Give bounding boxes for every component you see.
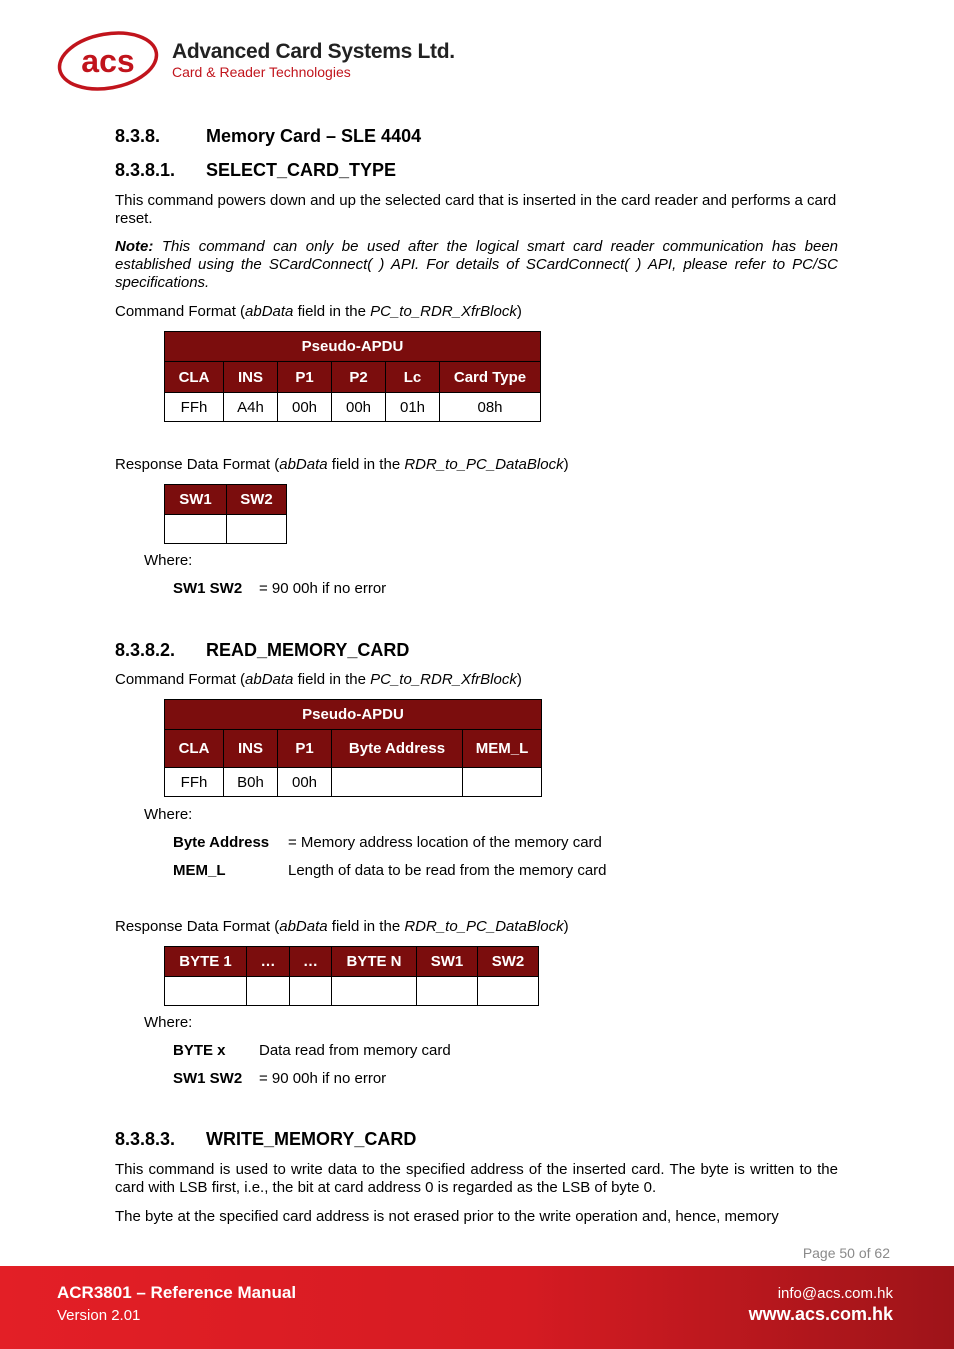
section-heading-8-3-8 bbox=[115, 126, 421, 147]
section-heading-write-memory-card bbox=[115, 1129, 416, 1150]
section-title: SELECT_CARD_TYPE bbox=[206, 160, 397, 180]
table-cell bbox=[332, 768, 463, 797]
table-cell: 00h bbox=[332, 393, 386, 422]
table-cell: FFh bbox=[165, 768, 224, 797]
definition-sw1-sw2 bbox=[173, 1070, 387, 1087]
column-header: INS bbox=[224, 362, 278, 393]
page-footer bbox=[0, 1266, 954, 1349]
definition-desc: = 90 00h if no error bbox=[259, 1070, 387, 1087]
write-memory-card-paragraph-1: This command is used to write data to the specified address of the inserted card. The byte is written to the card with LSB first, i.e., the bit at card address 0 is regarded as the LSB of byte 0. bbox=[115, 1161, 838, 1196]
definition-term: MEM_L bbox=[173, 862, 226, 879]
definition-mem-l bbox=[173, 862, 607, 879]
section-heading-read-memory-card bbox=[115, 640, 409, 661]
select-card-type-note bbox=[115, 238, 838, 292]
definition-byte-address bbox=[173, 834, 602, 851]
section-heading-select-card-type bbox=[115, 160, 396, 181]
write-memory-card-paragraph-2: The byte at the specified card address is not erased prior to the write operation and, hence, memory bbox=[115, 1208, 779, 1225]
table-cell bbox=[478, 977, 539, 1006]
column-header: CLA bbox=[165, 730, 224, 768]
definition-term: BYTE x bbox=[173, 1042, 226, 1059]
section-title: READ_MEMORY_CARD bbox=[206, 640, 410, 660]
column-header: … bbox=[247, 947, 290, 977]
column-header: SW2 bbox=[227, 485, 287, 515]
website-link[interactable]: www.acs.com.hk bbox=[748, 1304, 893, 1324]
document-title: ACR3801 – Reference Manual bbox=[57, 1283, 297, 1302]
logo-text: acs bbox=[81, 43, 135, 79]
acs-logo-icon bbox=[56, 30, 166, 94]
select-card-type-command-table bbox=[164, 331, 541, 422]
column-header: Lc bbox=[386, 362, 440, 393]
select-card-type-description: This command powers down and up the selected card that is inserted in the card reader and performs a card reset. bbox=[115, 192, 837, 227]
column-header: SW1 bbox=[165, 485, 227, 515]
column-header: CLA bbox=[165, 362, 224, 393]
note-text: This command can only be used after the logical smart card reader communication has been established using the SCardConnect( ) API. For details of SCardConnect( ) API, please refer to PC/SC specifications. bbox=[115, 238, 838, 291]
company-name: Advanced Card Systems Ltd. bbox=[172, 40, 455, 63]
definition-desc: = Memory address location of the memory card bbox=[288, 834, 602, 851]
table-cell: 00h bbox=[278, 768, 332, 797]
section-title: Memory Card – SLE 4404 bbox=[206, 126, 422, 146]
section-title: WRITE_MEMORY_CARD bbox=[206, 1129, 417, 1149]
where-label: Where: bbox=[144, 1014, 193, 1031]
column-header: MEM_L bbox=[463, 730, 542, 768]
column-header: BYTE N bbox=[332, 947, 417, 977]
table-cell bbox=[227, 515, 287, 544]
table-title: Pseudo-APDU bbox=[165, 332, 541, 362]
column-header: INS bbox=[224, 730, 278, 768]
table-cell bbox=[247, 977, 290, 1006]
table-cell bbox=[417, 977, 478, 1006]
column-header: P2 bbox=[332, 362, 386, 393]
table-cell: 00h bbox=[278, 393, 332, 422]
table-cell bbox=[290, 977, 332, 1006]
column-header: BYTE 1 bbox=[165, 947, 247, 977]
table-cell bbox=[165, 515, 227, 544]
document-version: Version 2.01 bbox=[57, 1307, 141, 1324]
definition-desc: Data read from memory card bbox=[259, 1042, 451, 1059]
table-cell bbox=[463, 768, 542, 797]
where-label: Where: bbox=[144, 806, 193, 823]
definition-term: SW1 SW2 bbox=[173, 580, 243, 597]
column-header: Card Type bbox=[440, 362, 541, 393]
page-number: Page 50 of 62 bbox=[802, 1245, 890, 1261]
definition-byte-x bbox=[173, 1042, 451, 1059]
contact-email[interactable]: info@acs.com.hk bbox=[777, 1285, 893, 1302]
company-tagline: Card & Reader Technologies bbox=[172, 64, 351, 80]
column-header: P1 bbox=[278, 730, 332, 768]
section-number: 8.3.8. bbox=[115, 126, 161, 146]
column-header: P1 bbox=[278, 362, 332, 393]
column-header: SW1 bbox=[417, 947, 478, 977]
table-cell: FFh bbox=[165, 393, 224, 422]
definition-term: SW1 SW2 bbox=[173, 1070, 243, 1087]
note-label: Note: bbox=[115, 238, 154, 255]
section-number: 8.3.8.3. bbox=[115, 1129, 176, 1149]
table-cell: 01h bbox=[386, 393, 440, 422]
table-cell: A4h bbox=[224, 393, 278, 422]
where-label: Where: bbox=[144, 552, 193, 569]
section-number: 8.3.8.2. bbox=[115, 640, 176, 660]
definition-desc: = 90 00h if no error bbox=[259, 580, 387, 597]
definition-term: Byte Address bbox=[173, 834, 270, 851]
select-card-type-response-table bbox=[164, 484, 287, 544]
command-format-label: Command Format (abData field in the PC_to_RDR_XfrBlock) bbox=[115, 303, 522, 320]
definition-desc: Length of data to be read from the memory card bbox=[288, 862, 607, 879]
table-cell bbox=[165, 977, 247, 1006]
section-number: 8.3.8.1. bbox=[115, 160, 176, 180]
column-header: SW2 bbox=[478, 947, 539, 977]
definition-sw1-sw2 bbox=[173, 580, 387, 597]
read-memory-card-command-table bbox=[164, 699, 542, 797]
table-cell bbox=[332, 977, 417, 1006]
column-header: Byte Address bbox=[332, 730, 463, 768]
column-header: … bbox=[290, 947, 332, 977]
command-format-label: Command Format (abData field in the PC_to_RDR_XfrBlock) bbox=[115, 671, 522, 688]
table-cell: 08h bbox=[440, 393, 541, 422]
response-format-label: Response Data Format (abData field in the RDR_to_PC_DataBlock) bbox=[115, 456, 569, 473]
table-cell: B0h bbox=[224, 768, 278, 797]
response-format-label: Response Data Format (abData field in the RDR_to_PC_DataBlock) bbox=[115, 918, 569, 935]
read-memory-card-response-table bbox=[164, 946, 539, 1006]
table-title: Pseudo-APDU bbox=[165, 700, 542, 730]
